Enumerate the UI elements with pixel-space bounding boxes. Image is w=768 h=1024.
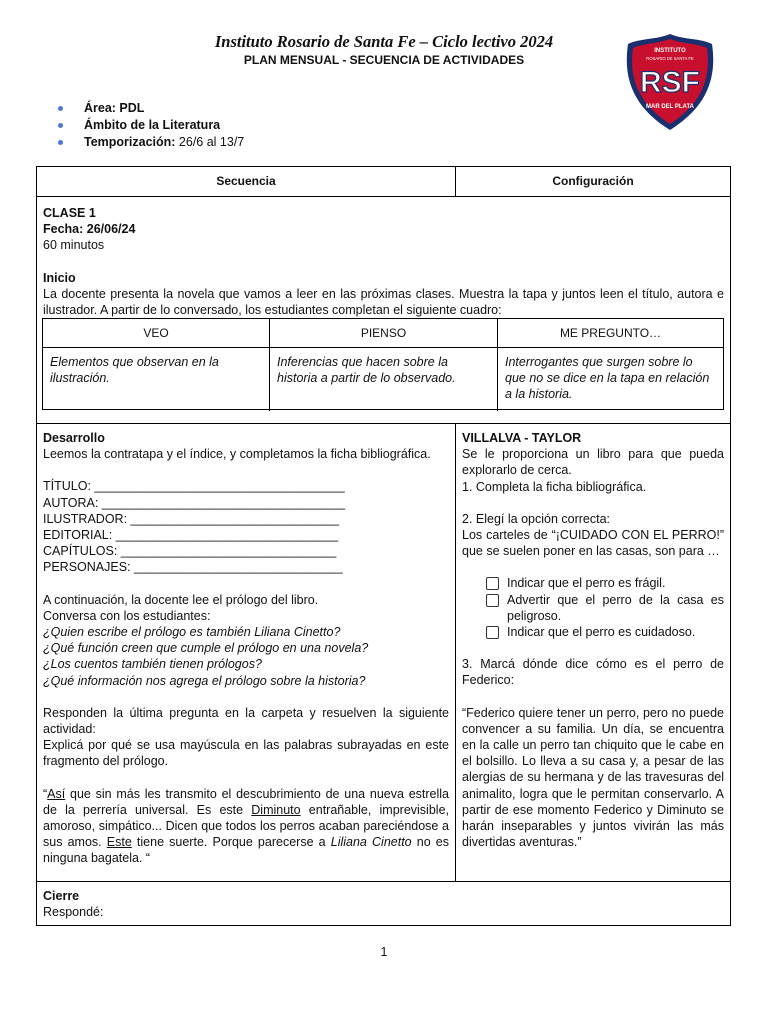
- pregunta-4: ¿Qué información nos agrega el prólogo sobre la historia?: [43, 673, 366, 688]
- clase-title: CLASE 1: [43, 206, 96, 220]
- cierre-text: Respondé:: [43, 905, 104, 920]
- cuadro-table: [42, 318, 724, 410]
- bullet-icon: [58, 140, 63, 145]
- config-item-2: 2. Elegí la opción correcta:: [462, 511, 610, 526]
- cuadro-header-pregunto: ME PREGUNTO…: [559, 326, 662, 340]
- bullet-icon: [58, 106, 63, 111]
- meta-area: Área: PDL: [58, 100, 244, 117]
- prologo-text-1: A continuación, la docente lee el prólogo del libro.: [43, 592, 319, 607]
- cuadro-header-veo: VEO: [43, 319, 270, 347]
- explica-text: Explicá por qué se usa mayúscula en las palabras subrayadas en este fragmento del prólogo.: [43, 738, 449, 769]
- cierre-row: [36, 881, 731, 926]
- cierre-title: Cierre: [43, 889, 80, 903]
- header-secuencia: Secuencia: [36, 166, 456, 197]
- responden-text: Responden la última pregunta en la carpeta y resuelven la siguiente actividad:: [43, 705, 449, 737]
- prologo-text-2: Conversa con los estudiantes:: [43, 608, 211, 623]
- checkbox-icon[interactable]: [486, 626, 499, 639]
- option-peligroso[interactable]: Advertir que el perro de la casa es peligroso.: [486, 592, 724, 624]
- logo-ring-text: ROSARIO DE SANTA FE: [646, 56, 694, 61]
- clase-duracion: 60 minutos: [43, 238, 105, 253]
- inicio-text: La docente presenta la novela que vamos a leer en las próximas clases. Muestra la tapa y juntos leen el título, autora e ilustrador. A partir de lo conversado, los estudiantes completan el siguiente cuadro:: [43, 286, 724, 318]
- school-logo: [624, 32, 716, 132]
- prologo-quote: “Así que sin más les transmito el descubrimiento de una nueva estrella de la perrería universal. Es este Diminuto entrañable, imprevisible, amoroso, simpático... Dicen que todos los perros acaban pareciéndose a sus amos. Este tiene suerte. Porque parecerse a Liliana Cinetto no es ninguna bagatela. “: [43, 786, 450, 866]
- ficha-titulo: TÍTULO: ____________________________________: [43, 479, 345, 494]
- underlined-word: Así: [47, 786, 66, 801]
- checkbox-icon[interactable]: [486, 577, 499, 590]
- cuadro-cell-pienso: Inferencias que hacen sobre la historia a partir de lo observado.: [270, 348, 498, 411]
- option-fragil[interactable]: Indicar que el perro es frágil.: [486, 575, 724, 591]
- config-item-2-text: Los carteles de “¡CUIDADO CON EL PERRO!” que se suelen poner en las casas, son para …: [462, 528, 724, 559]
- ficha-personajes: PERSONAJES: ______________________________: [43, 560, 343, 575]
- ficha-editorial: EDITORIAL: ________________________________: [43, 528, 339, 543]
- config-title: VILLALVA - TAYLOR: [462, 431, 582, 445]
- desarrollo-title: Desarrollo: [43, 431, 105, 445]
- pregunta-3: ¿Los cuentos también tienen prólogos?: [43, 657, 262, 672]
- cuadro-header-pienso: PIENSO: [270, 319, 498, 347]
- logo-initials: RSF: [640, 66, 700, 99]
- meta-ambito: Ámbito de la Literatura: [58, 117, 244, 134]
- options-list: [462, 575, 724, 640]
- ficha-autora: AUTORA: ___________________________________: [43, 495, 346, 510]
- cuadro-cell-veo: Elementos que observan en la ilustración.: [43, 348, 270, 411]
- configuracion-cell: [455, 423, 731, 882]
- pregunta-2: ¿Qué función creen que cumple el prólogo en una novela?: [43, 641, 369, 656]
- ficha-capitulos: CAPÍTULOS: _______________________________: [43, 544, 337, 559]
- page-number: 1: [380, 945, 388, 959]
- ficha-list: [43, 478, 449, 575]
- config-intro: Se le proporciona un libro para que pueda explorarlo de cerca.: [462, 447, 724, 478]
- desarrollo-cell: [36, 423, 456, 882]
- clase-fecha: Fecha: 26/06/24: [43, 222, 136, 237]
- meta-temporizacion: Temporización: 26/6 al 13/7: [58, 134, 244, 151]
- document-title: Instituto Rosario de Santa Fe – Ciclo lectivo 2024: [214, 32, 554, 51]
- logo-top-text: INSTITUTO: [654, 48, 686, 54]
- logo-bottom-text: MAR DEL PLATA: [646, 104, 694, 110]
- document-subtitle: PLAN MENSUAL - SECUENCIA DE ACTIVIDADES: [243, 53, 525, 67]
- config-item-3: 3. Marcá dónde dice cómo es el perro de Federico:: [462, 657, 724, 688]
- pregunta-1: ¿Quien escribe el prólogo es también Liliana Cinetto?: [43, 625, 341, 640]
- header-configuracion: Configuración: [455, 166, 731, 197]
- ficha-ilustrador: ILUSTRADOR: ______________________________: [43, 511, 340, 526]
- inicio-title: Inicio: [43, 270, 76, 285]
- option-cuidadoso[interactable]: Indicar que el perro es cuidadoso.: [486, 624, 724, 640]
- desarrollo-intro: Leemos la contratapa y el índice, y completamos la ficha bibliográfica.: [43, 447, 431, 462]
- meta-list: [58, 100, 244, 151]
- checkbox-icon[interactable]: [486, 594, 499, 607]
- config-item-1: 1. Completa la ficha bibliográfica.: [462, 479, 647, 494]
- bullet-icon: [58, 123, 63, 128]
- underlined-word: Diminuto: [251, 802, 301, 817]
- underlined-word: Este: [106, 835, 132, 850]
- cuadro-cell-pregunto: Interrogantes que surgen sobre lo que no se dice en la tapa en relación a la historia.: [505, 355, 710, 402]
- config-quote: “Federico quiere tener un perro, pero no puede convencer a su familia. Un día, se encuentra en la calle un perro tan chiquito que le cabe en el bolsillo. Lo lleva a su casa y, a pesar de las alergias de su hermana y de las travesuras del animalito, logra que le permitan conservarlo. A partir de ese momento Federico y Diminuto se harán inseparables y juntos vivirán las más divertidas aventuras.”: [462, 705, 724, 850]
